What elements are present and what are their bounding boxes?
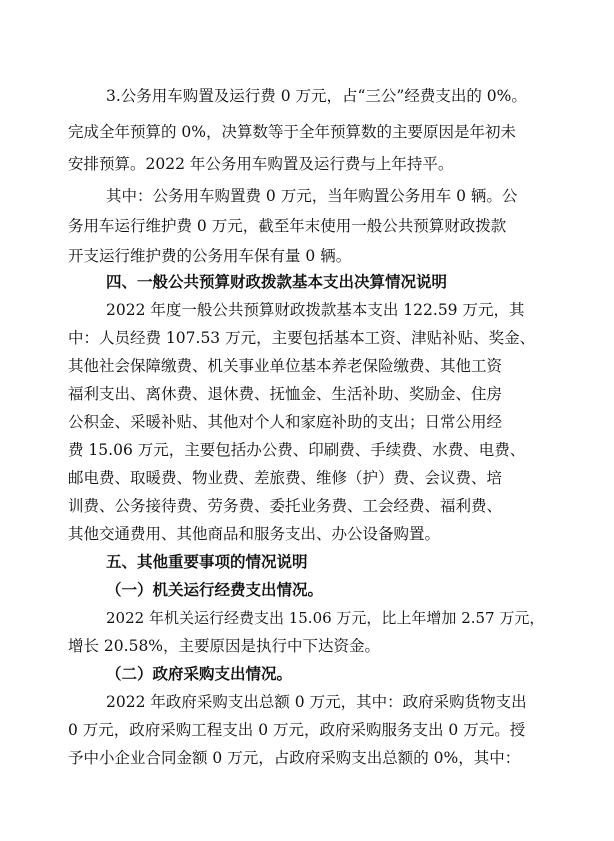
paragraph-line: 2022 年政府采购支出总额 0 万元，其中：政府采购货物支出 — [106, 693, 527, 711]
paragraph-line: 务用车运行维护费 0 万元，截至年末使用一般公共预算财政拨款 — [68, 217, 507, 235]
paragraph-line: 增长 20.58%，主要原因是执行中下达资金。 — [68, 637, 381, 655]
paragraph-line: 2022 年机关运行经费支出 15.06 万元，比上年增加 2.57 万元， — [106, 609, 545, 627]
paragraph-line: 予中小企业合同金额 0 万元，占政府采购支出总额的 0%，其中： — [68, 749, 521, 767]
paragraph-line: 0 万元，政府采购工程支出 0 万元，政府采购服务支出 0 万元。授 — [68, 721, 526, 739]
paragraph-line: 福利支出、离休费、退休费、抚恤金、生活补助、奖励金、住房 — [68, 385, 503, 403]
paragraph-line: 其他交通费用、其他商品和服务支出、办公设备购置。 — [68, 525, 441, 543]
paragraph-line: 安排预算。2022 年公务用车购置及运行费与上年持平。 — [68, 155, 454, 173]
paragraph-line: 费 15.06 万元，主要包括办公费、印刷费、手续费、水费、电费、 — [68, 441, 526, 459]
subsection-heading: （一）机关运行经费支出情况。 — [106, 581, 324, 599]
paragraph-line: 公积金、采暖补贴、其他对个人和家庭补助的支出；日常公用经 — [68, 413, 503, 431]
paragraph-line: 2022 年度一般公共预算财政拨款基本支出 122.59 万元，其 — [106, 301, 525, 319]
paragraph-line: 其中：公务用车购置费 0 万元，当年购置公务用车 0 辆。公 — [106, 187, 518, 205]
paragraph-line: 训费、公务接待费、劳务费、委托业务费、工会经费、福利费、 — [68, 497, 503, 515]
paragraph-line: 中：人员经费 107.53 万元，主要包括基本工资、津贴补贴、奖金、 — [68, 329, 536, 347]
paragraph-line: 开支运行维护费的公务用车保有量 0 辆。 — [68, 247, 352, 265]
section-heading: 四、一般公共预算财政拨款基本支出决算情况说明 — [106, 273, 448, 291]
paragraph-line: 完成全年预算的 0%，决算数等于全年预算数的主要原因是年初未 — [68, 123, 517, 141]
subsection-heading: （二）政府采购支出情况。 — [106, 665, 293, 683]
paragraph-line: 3.公务用车购置及运行费 0 万元，占“三公”经费支出的 0%。 — [106, 87, 527, 105]
section-heading: 五、其他重要事项的情况说明 — [106, 553, 308, 571]
paragraph-line: 邮电费、取暖费、物业费、差旅费、维修（护）费、会议费、培 — [68, 469, 503, 487]
paragraph-line: 其他社会保障缴费、机关事业单位基本养老保险缴费、其他工资 — [68, 357, 503, 375]
